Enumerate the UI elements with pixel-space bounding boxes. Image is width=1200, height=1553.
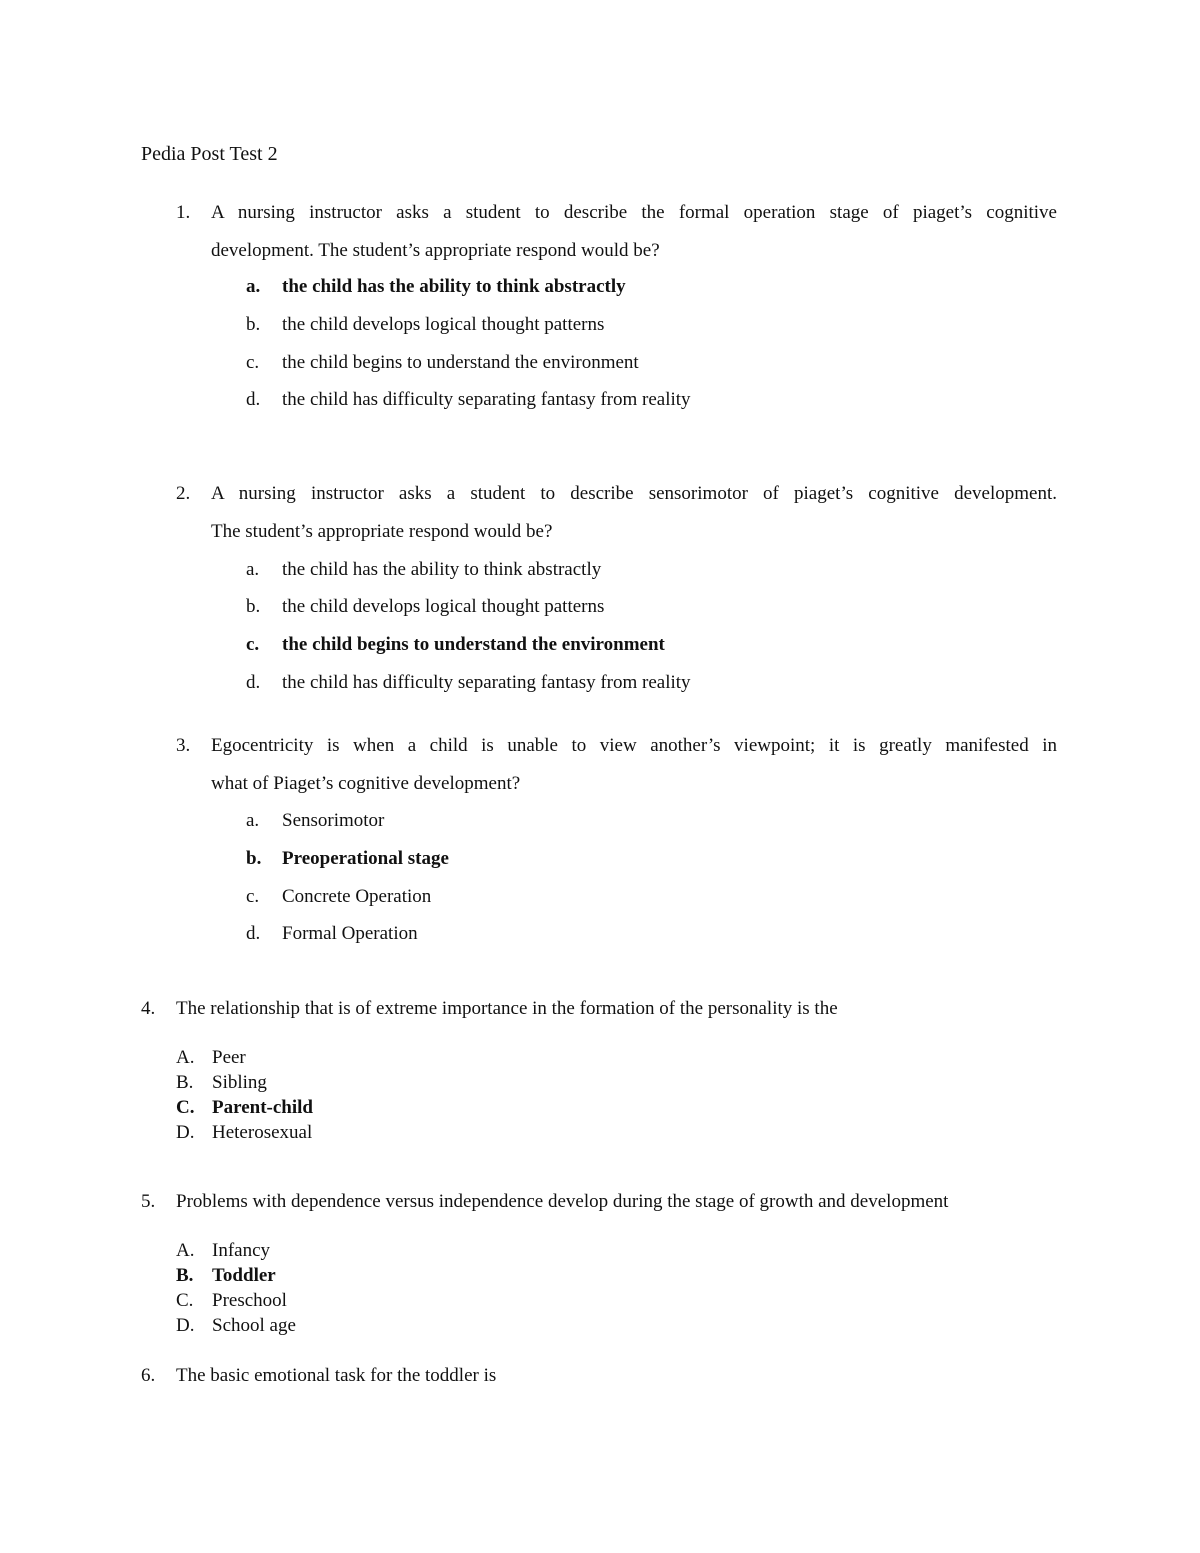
option-letter: c. xyxy=(246,886,260,907)
question-line: The basic emotional task for the toddler is xyxy=(176,1365,497,1386)
option-text: Sibling xyxy=(212,1072,267,1093)
option-text: Preschool xyxy=(212,1290,287,1311)
question-text xyxy=(176,1183,1076,1221)
option-text: Toddler xyxy=(212,1265,276,1286)
question-text xyxy=(176,1357,1076,1395)
question-number: 2. xyxy=(176,483,191,504)
option-text: Peer xyxy=(212,1047,246,1068)
option-text: Sensorimotor xyxy=(282,810,385,831)
option-letter: A. xyxy=(176,1047,195,1068)
question-line: Problems with dependence versus independence develop during the stage of growth and development xyxy=(176,1191,949,1212)
option-text: Formal Operation xyxy=(282,923,418,944)
option-letter: b. xyxy=(246,848,262,869)
question-text xyxy=(211,475,1057,551)
option-text: the child has difficulty separating fantasy from reality xyxy=(282,389,691,410)
question-number: 4. xyxy=(141,998,156,1019)
option-text: the child has the ability to think abstractly xyxy=(282,276,626,297)
question-text xyxy=(176,990,1076,1028)
option-text: Concrete Operation xyxy=(282,886,432,907)
option-text: the child develops logical thought patterns xyxy=(282,596,605,617)
option-letter: B. xyxy=(176,1072,194,1093)
page-title: Pedia Post Test 2 xyxy=(141,143,278,165)
option-letter: a. xyxy=(246,276,261,297)
option-text: Parent-child xyxy=(212,1097,313,1118)
option-text: the child develops logical thought patterns xyxy=(282,314,605,335)
question-number: 3. xyxy=(176,735,191,756)
option-letter: D. xyxy=(176,1315,195,1336)
question-line: what of Piaget’s cognitive development? xyxy=(211,773,521,794)
question-line: development. The student’s appropriate respond would be? xyxy=(211,240,660,261)
question-line: Egocentricity is when a child is unable to view another’s viewpoint; it is greatly manifested in xyxy=(211,735,1057,756)
option-text: Heterosexual xyxy=(212,1122,313,1143)
option-letter: B. xyxy=(176,1265,194,1286)
option-letter: a. xyxy=(246,559,260,580)
option-letter: b. xyxy=(246,314,261,335)
question-line: The relationship that is of extreme importance in the formation of the personality is the xyxy=(176,998,838,1019)
option-text: the child has difficulty separating fantasy from reality xyxy=(282,672,691,693)
question-number: 5. xyxy=(141,1191,156,1212)
option-letter: b. xyxy=(246,596,261,617)
option-letter: a. xyxy=(246,810,260,831)
option-letter: c. xyxy=(246,634,260,655)
question-text xyxy=(211,727,1057,803)
option-letter: d. xyxy=(246,672,261,693)
question-number: 6. xyxy=(141,1365,156,1386)
option-letter: D. xyxy=(176,1122,195,1143)
option-letter: c. xyxy=(246,352,260,373)
option-letter: d. xyxy=(246,389,261,410)
question-line: The student’s appropriate respond would be? xyxy=(211,521,553,542)
option-text: Preoperational stage xyxy=(282,848,449,869)
option-letter: A. xyxy=(176,1240,195,1261)
question-text xyxy=(211,194,1057,270)
option-letter: C. xyxy=(176,1097,195,1118)
option-text: Infancy xyxy=(212,1240,271,1261)
option-text: the child begins to understand the environment xyxy=(282,634,665,655)
option-text: School age xyxy=(212,1315,296,1336)
option-letter: C. xyxy=(176,1290,194,1311)
question-line: A nursing instructor asks a student to describe the formal operation stage of piaget’s cognitive xyxy=(211,202,1057,223)
question-number: 1. xyxy=(176,202,191,223)
option-letter: d. xyxy=(246,923,261,944)
option-text: the child begins to understand the environment xyxy=(282,352,639,373)
option-text: the child has the ability to think abstractly xyxy=(282,559,602,580)
question-line: A nursing instructor asks a student to describe sensorimotor of piaget’s cognitive development. xyxy=(211,483,1057,504)
